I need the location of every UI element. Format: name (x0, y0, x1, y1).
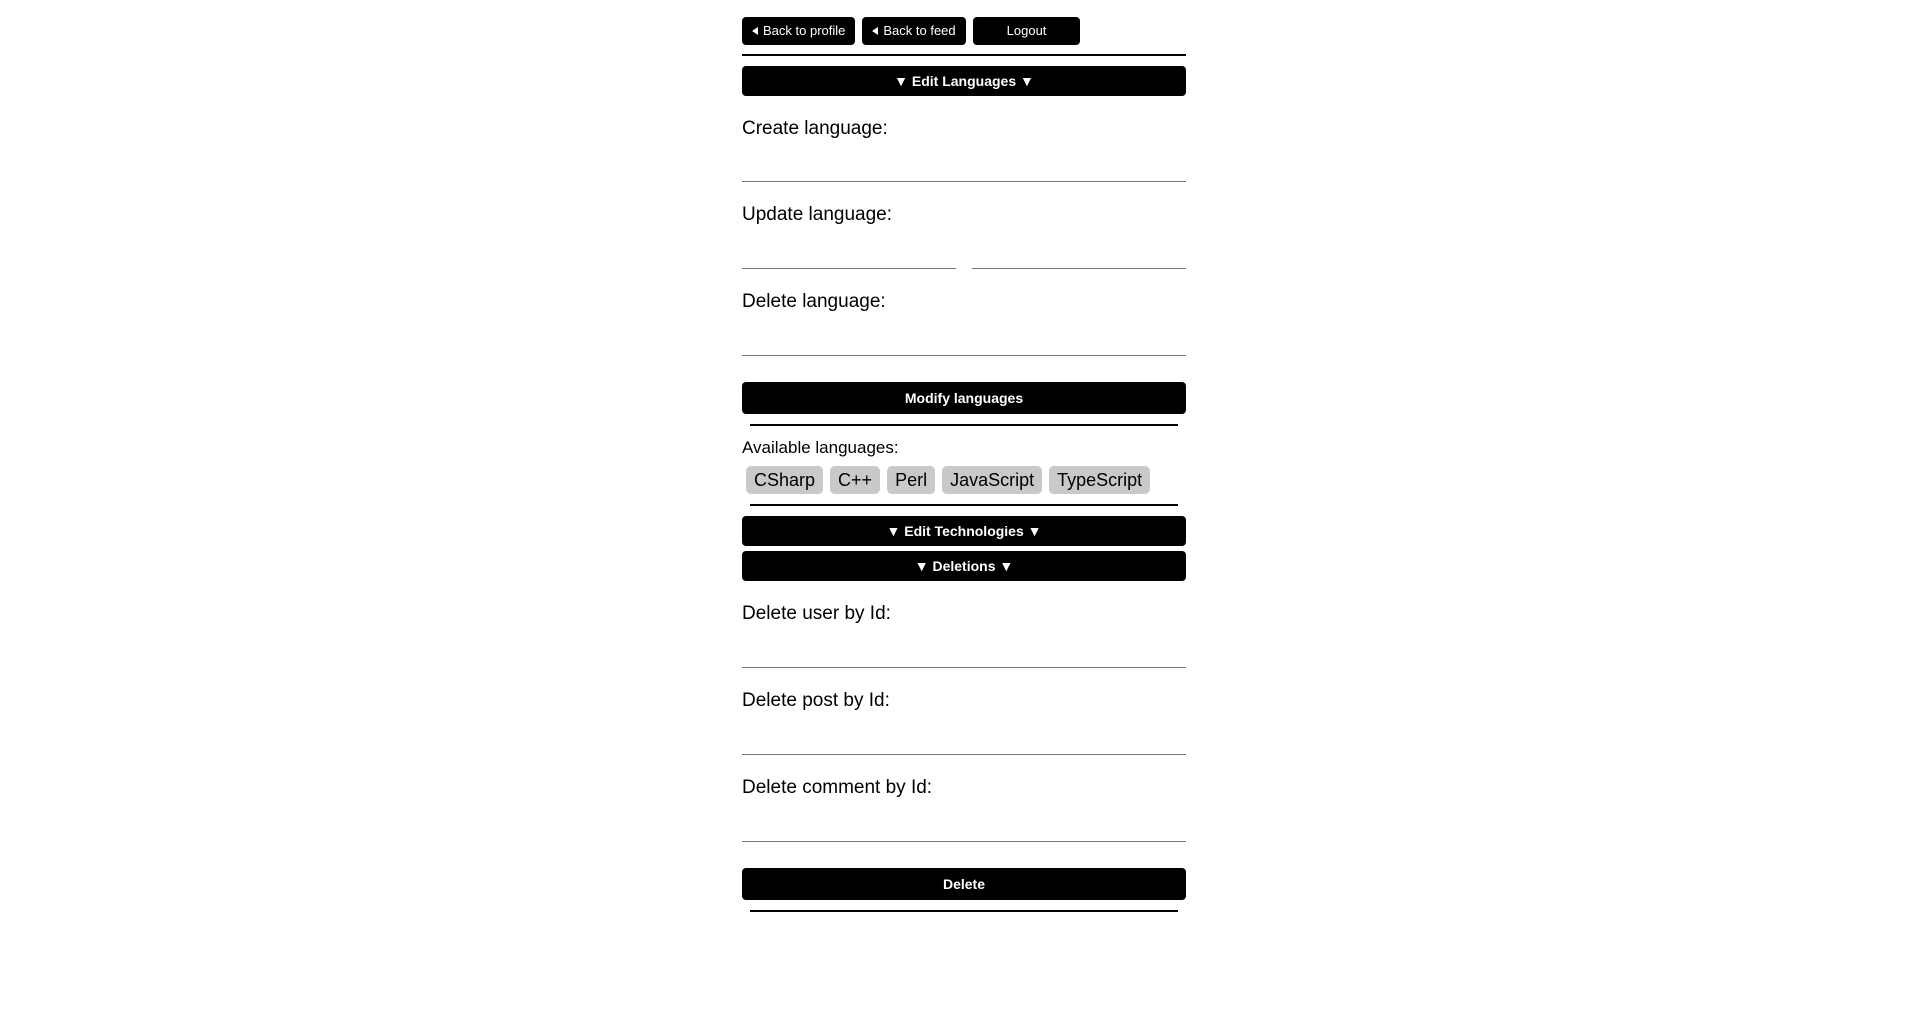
delete-comment-input[interactable] (742, 818, 1186, 842)
available-languages-label: Available languages: (742, 437, 899, 457)
modify-languages-button[interactable]: Modify languages (742, 382, 1186, 414)
arrow-left-icon (752, 27, 758, 35)
language-tag[interactable]: CSharp (746, 466, 823, 494)
language-tag[interactable]: Perl (887, 466, 935, 494)
divider (750, 910, 1178, 912)
section-toggle-edit-technologies[interactable]: ▼ Edit Technologies ▼ (742, 516, 1186, 546)
section-toggle-deletions[interactable]: ▼ Deletions ▼ (742, 551, 1186, 581)
main-column (742, 0, 1186, 922)
divider (750, 424, 1178, 426)
delete-language-label: Delete language: (742, 291, 886, 313)
language-tag[interactable]: C++ (830, 466, 880, 494)
delete-button[interactable]: Delete (742, 868, 1186, 900)
update-language-new-input[interactable] (972, 245, 1186, 269)
language-tag[interactable]: JavaScript (942, 466, 1042, 494)
delete-comment-label: Delete comment by Id: (742, 776, 933, 798)
available-languages-list (742, 466, 1186, 494)
update-language-label: Update language: (742, 204, 893, 226)
delete-post-label: Delete post by Id: (742, 690, 890, 712)
update-language-row (742, 245, 1186, 269)
back-to-feed-button[interactable] (862, 17, 965, 45)
delete-language-input[interactable] (742, 332, 1186, 356)
top-navigation (742, 0, 1186, 45)
back-to-profile-label: Back to profile (763, 23, 846, 38)
back-to-feed-label: Back to feed (883, 23, 956, 38)
language-tag[interactable]: TypeScript (1049, 466, 1150, 494)
delete-user-input[interactable] (742, 644, 1186, 668)
deletions-panel (742, 603, 1186, 911)
divider (742, 54, 1186, 56)
delete-post-input[interactable] (742, 731, 1186, 755)
create-language-input[interactable] (742, 158, 1186, 182)
create-language-label: Create language: (742, 117, 888, 139)
update-language-old-input[interactable] (742, 245, 956, 269)
divider (750, 504, 1178, 506)
arrow-left-icon (872, 27, 878, 35)
section-toggle-edit-languages[interactable]: ▼ Edit Languages ▼ (742, 66, 1186, 96)
logout-button[interactable]: Logout (973, 17, 1081, 45)
delete-user-label: Delete user by Id: (742, 603, 891, 625)
back-to-profile-button[interactable] (742, 17, 855, 45)
edit-languages-panel (742, 118, 1186, 507)
